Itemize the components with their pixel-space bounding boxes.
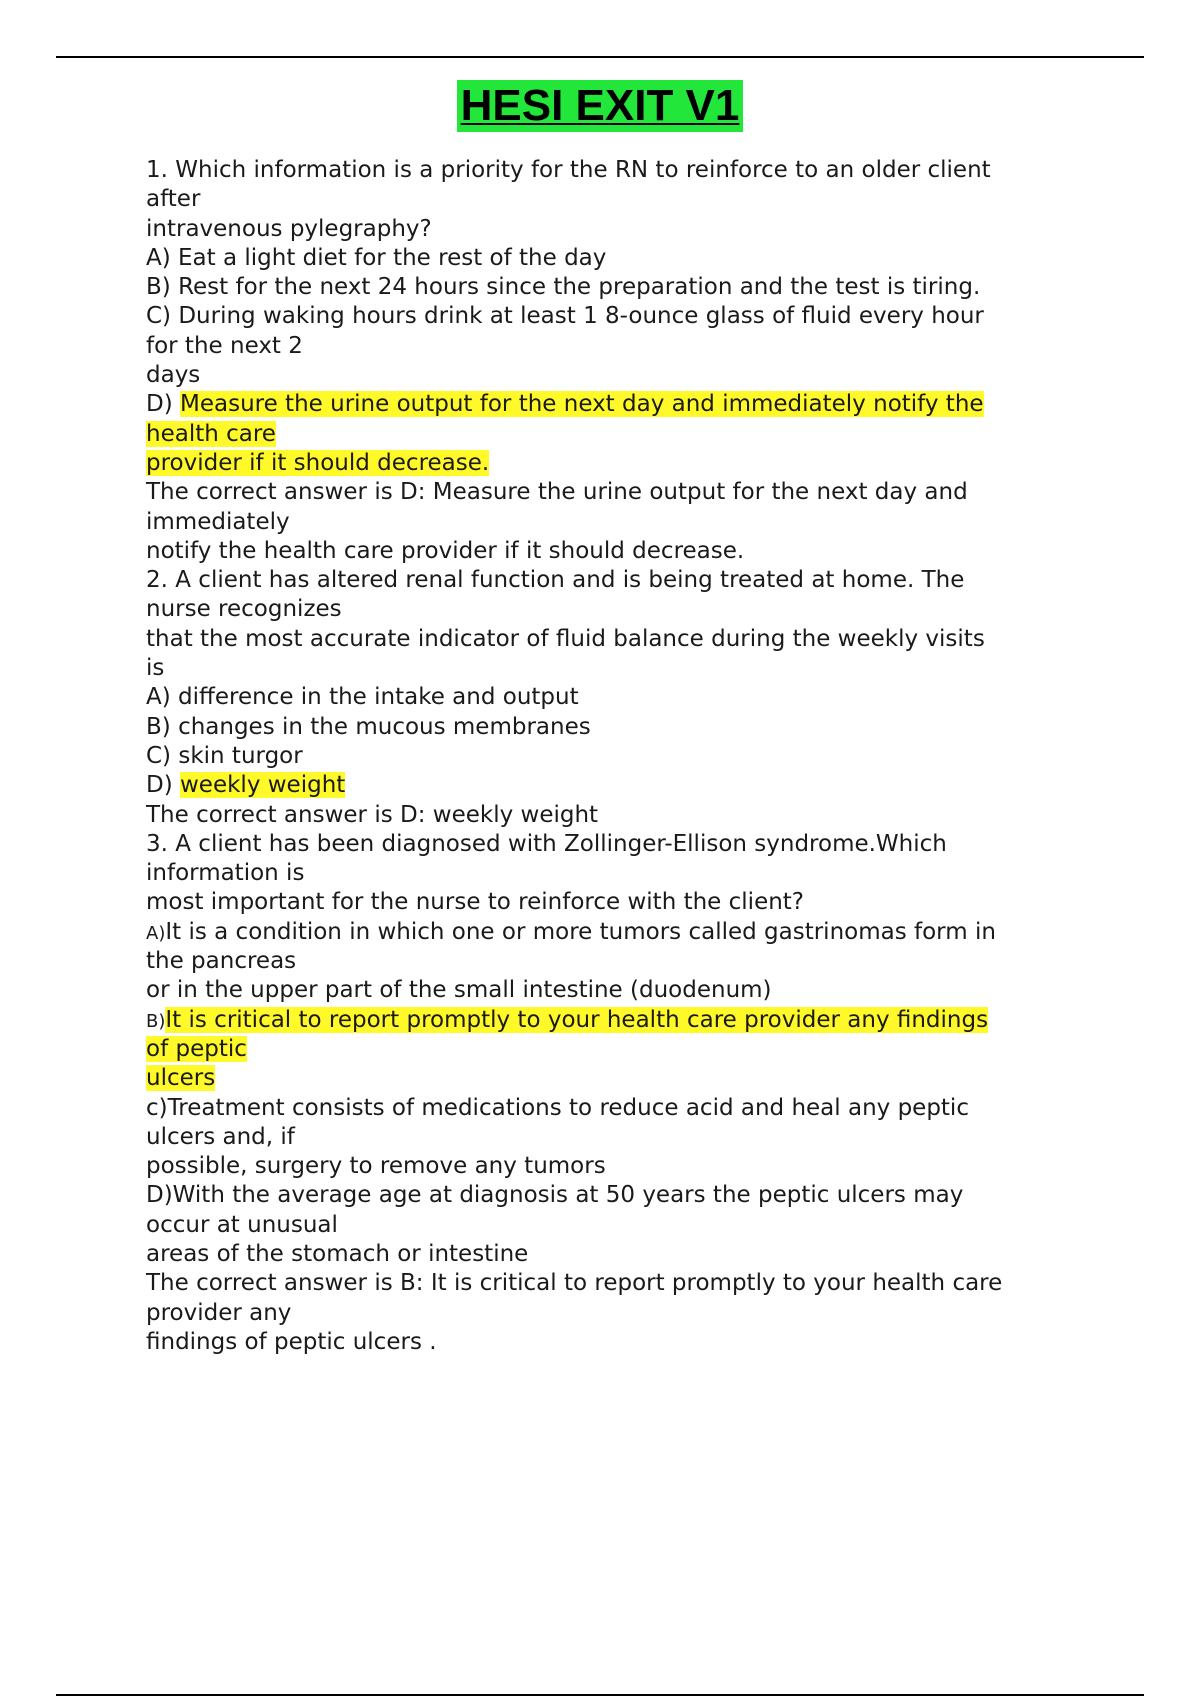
question-2-option-d [146, 771, 1086, 800]
question-1-option-d [146, 449, 1086, 478]
question-1-text: intravenous pylegraphy? [146, 215, 432, 242]
question-3-option-a: or in the upper part of the small intestine (duodenum) [146, 977, 772, 1004]
question-3-answer: findings of peptic ulcers . [146, 1328, 437, 1355]
highlighted-answer: weekly weight [180, 772, 346, 799]
question-3-option-c: possible, surgery to remove any tumors [146, 1153, 606, 1180]
question-2-text: is [146, 655, 165, 682]
question-3-option-d: areas of the stomach or intestine [146, 1240, 529, 1267]
question-3-text: most important for the nurse to reinforce with the client? [146, 889, 805, 916]
question-1-option-c: for the next 2 [146, 332, 303, 359]
question-1-option-d [146, 390, 1086, 419]
question-2-text: 2. A client has altered renal function and is being treated at home. The [146, 567, 965, 594]
question-1-option-d [146, 420, 1086, 449]
option-prefix: D) [146, 391, 180, 418]
question-1-answer: The correct answer is D: Measure the urine output for the next day and [146, 479, 968, 506]
question-3-option-c: ulcers and, if [146, 1123, 295, 1150]
question-1-option-a: A) Eat a light diet for the rest of the day [146, 244, 607, 271]
question-2-text: that the most accurate indicator of fluid balance during the weekly visits [146, 625, 985, 652]
title-block [0, 80, 1200, 132]
question-2-answer: The correct answer is D: weekly weight [146, 801, 599, 828]
option-prefix: B) [146, 1010, 166, 1032]
question-3-option-a: the pancreas [146, 948, 297, 975]
question-3-answer: provider any [146, 1299, 292, 1326]
highlighted-answer: ulcers [146, 1065, 216, 1092]
option-prefix: D) [146, 772, 180, 799]
question-3-option-a [146, 918, 1086, 947]
question-2-text: nurse recognizes [146, 596, 342, 623]
highlighted-answer: Measure the urine output for the next day and immediately notify the [180, 391, 984, 418]
question-1-answer: notify the health care provider if it should decrease. [146, 537, 745, 564]
question-3-option-d: occur at unusual [146, 1211, 338, 1238]
highlighted-answer: of peptic [146, 1035, 247, 1062]
question-3-text: information is [146, 860, 305, 887]
question-3-option-c: c)Treatment consists of medications to reduce acid and heal any peptic [146, 1094, 969, 1121]
highlighted-answer: health care [146, 420, 276, 447]
question-3-answer: The correct answer is B: It is critical to report promptly to your health care [146, 1270, 1003, 1297]
question-1-answer: immediately [146, 508, 290, 535]
question-1-text: after [146, 186, 201, 213]
option-prefix: A) [146, 922, 166, 944]
question-3-option-b [146, 1064, 1086, 1093]
question-1-text: 1. Which information is a priority for the RN to reinforce to an older client [146, 157, 991, 183]
question-2-option-c: C) skin turgor [146, 742, 303, 769]
question-3-option-b [146, 1006, 1086, 1035]
bottom-rule [56, 1694, 1144, 1696]
question-2-option-a: A) difference in the intake and output [146, 684, 579, 711]
question-3-text: 3. A client has been diagnosed with Zollinger-Ellison syndrome.Which [146, 830, 947, 857]
option-text: It is a condition in which one or more tumors called gastrinomas form in [165, 918, 996, 945]
top-rule [56, 56, 1144, 58]
question-1-option-b: B) Rest for the next 24 hours since the preparation and the test is tiring. [146, 274, 981, 301]
question-1-option-c: C) During waking hours drink at least 1 8-ounce glass of fluid every hour [146, 303, 984, 330]
question-2-option-b: B) changes in the mucous membranes [146, 713, 591, 740]
highlighted-answer: provider if it should decrease. [146, 449, 490, 476]
question-3-option-b [146, 1035, 1086, 1064]
question-1-option-c: days [146, 362, 201, 389]
question-3-option-d: D)With the average age at diagnosis at 50 years the peptic ulcers may [146, 1182, 964, 1209]
highlighted-answer: It is critical to report promptly to your health care provider any findings [165, 1006, 989, 1033]
question-content [146, 156, 1086, 1357]
document-title: HESI EXIT V1 [457, 80, 744, 132]
